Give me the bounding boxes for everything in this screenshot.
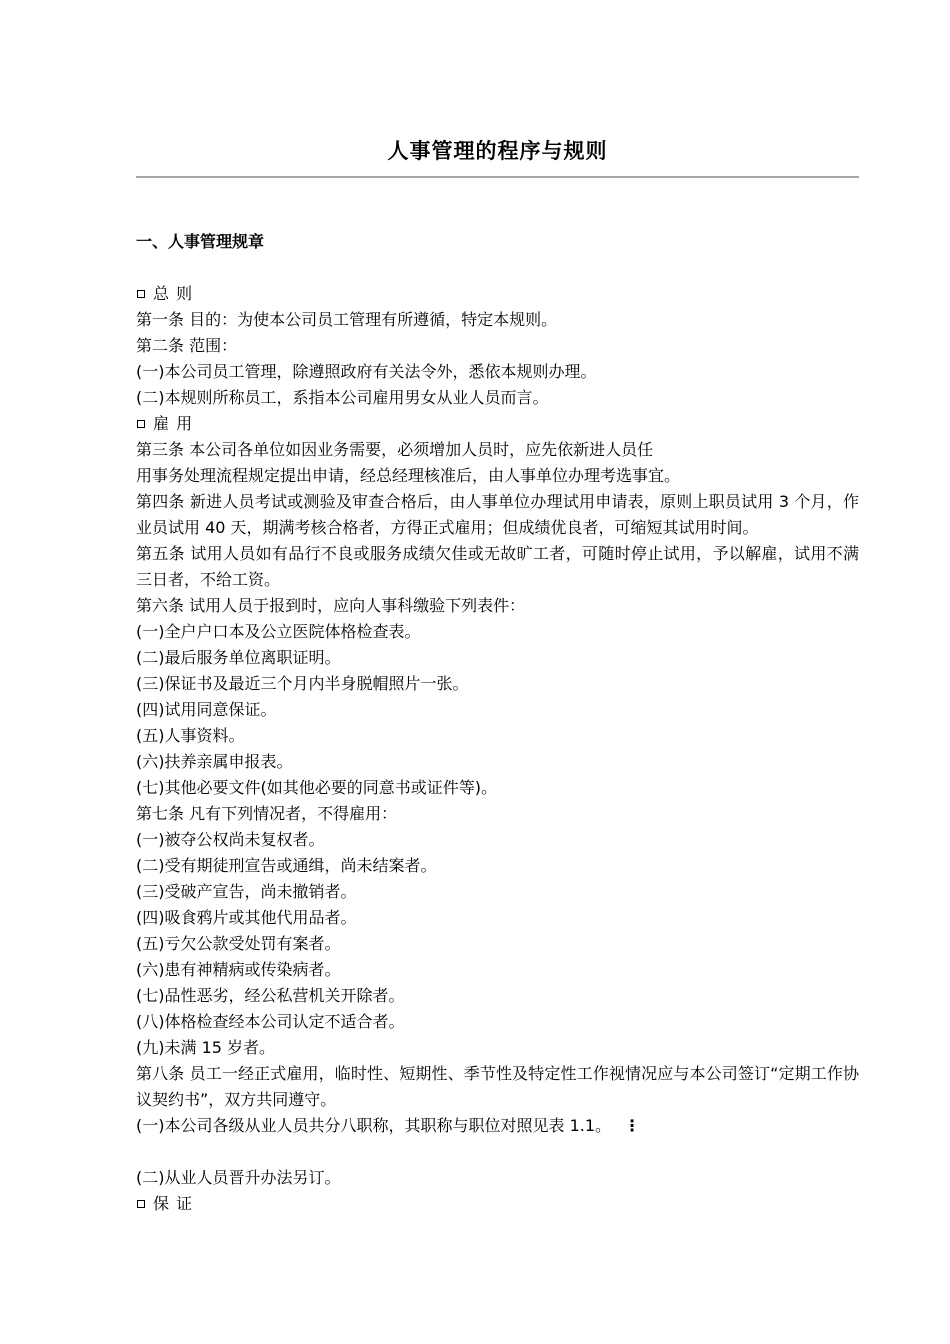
article-6-item-3: (三)保证书及最近三个月内半身脱帽照片一张。: [136, 674, 469, 693]
article-7-item-8: (八)体格检查经本公司认定不适合者。: [136, 1012, 405, 1031]
article-6-item-2: (二)最后服务单位离职证明。: [136, 648, 341, 667]
article-6-item-6: (六)扶养亲属申报表。: [136, 752, 293, 771]
article-6-item-4: (四)试用同意保证。: [136, 700, 277, 719]
subheading-label: 雇 用: [153, 414, 194, 433]
square-icon: [137, 290, 145, 298]
article-3-line-1: 第三条 本公司各单位如因业务需要，必须增加人员时，应先依新进人员任: [136, 440, 654, 459]
article-7-item-9: (九)未满 15 岁者。: [136, 1038, 276, 1057]
title-divider: [136, 176, 859, 178]
article-8-item-2: (二)从业人员晋升办法另订。: [136, 1168, 341, 1187]
article-8-item-1-text: (一)本公司各级从业人员共分八职称，其职称与职位对照见表 1.1。: [136, 1116, 612, 1135]
article-5: 第五条 试用人员如有品行不良或服务成绩欠佳或无故旷工者，可随时停止试用，予以解雇，试用不满三日者，不给工资。: [136, 544, 859, 589]
article-7-item-2: (二)受有期徒刑宣告或通缉，尚未结案者。: [136, 856, 437, 875]
subheading-label: 总 则: [153, 284, 194, 303]
article-1: 第一条 目的：为使本公司员工管理有所遵循，特定本规则。: [136, 310, 558, 329]
article-7-item-5: (五)亏欠公款受处罚有案者。: [136, 934, 341, 953]
article-2-item-1: (一)本公司员工管理，除遵照政府有关法令外，悉依本规则办理。: [136, 362, 597, 381]
article-3-line-2: 用事务处理流程规定提出申请，经总经理核准后，由人事单位办理考选事宜。: [136, 466, 681, 485]
document-body: [136, 281, 859, 1217]
article-7-item-6: (六)患有神精病或传染病者。: [136, 960, 341, 979]
vertical-ellipsis-icon: ⋮: [624, 1116, 641, 1135]
article-6-item-7: (七)其他必要文件(如其他必要的同意书或证件等)。: [136, 778, 497, 797]
article-8-item-1: [136, 1113, 859, 1139]
section-heading: 一、人事管理规章: [136, 232, 265, 251]
subheading-hiring: [136, 411, 859, 437]
article-7-item-1: (一)被夺公权尚未复权者。: [136, 830, 325, 849]
subheading-guarantee: [136, 1191, 859, 1217]
square-icon: [137, 420, 145, 428]
article-2-item-2: (二)本规则所称员工，系指本公司雇用男女从业人员而言。: [136, 388, 549, 407]
article-7-item-4: (四)吸食鸦片或其他代用品者。: [136, 908, 357, 927]
article-2: 第二条 范围：: [136, 336, 238, 355]
subheading-label: 保 证: [153, 1194, 194, 1213]
article-6: 第六条 试用人员于报到时，应向人事科缴验下列表件：: [136, 596, 526, 615]
article-4: 第四条 新进人员考试或测验及审查合格后，由人事单位办理试用申请表，原则上职员试用 3 个月，作业员试用 40 天，期满考核合格者，方得正式雇用；但成绩优良者，可缩短其试用时间。: [136, 492, 859, 537]
blank-line: [136, 1139, 859, 1165]
article-7-item-3: (三)受破产宣告，尚未撤销者。: [136, 882, 357, 901]
square-icon: [137, 1200, 145, 1208]
subheading-general: [136, 281, 859, 307]
article-7-item-7: (七)品性恶劣，经公私营机关开除者。: [136, 986, 405, 1005]
article-8: 第八条 员工一经正式雇用，临时性、短期性、季节性及特定性工作视情况应与本公司签订“定期工作协议契约书”，双方共同遵守。: [136, 1064, 859, 1109]
article-6-item-5: (五)人事资料。: [136, 726, 245, 745]
document-title: 人事管理的程序与规则: [387, 139, 608, 163]
article-6-item-1: (一)全户户口本及公立医院体格检查表。: [136, 622, 421, 641]
article-7: 第七条 凡有下列情况者，不得雇用：: [136, 804, 398, 823]
